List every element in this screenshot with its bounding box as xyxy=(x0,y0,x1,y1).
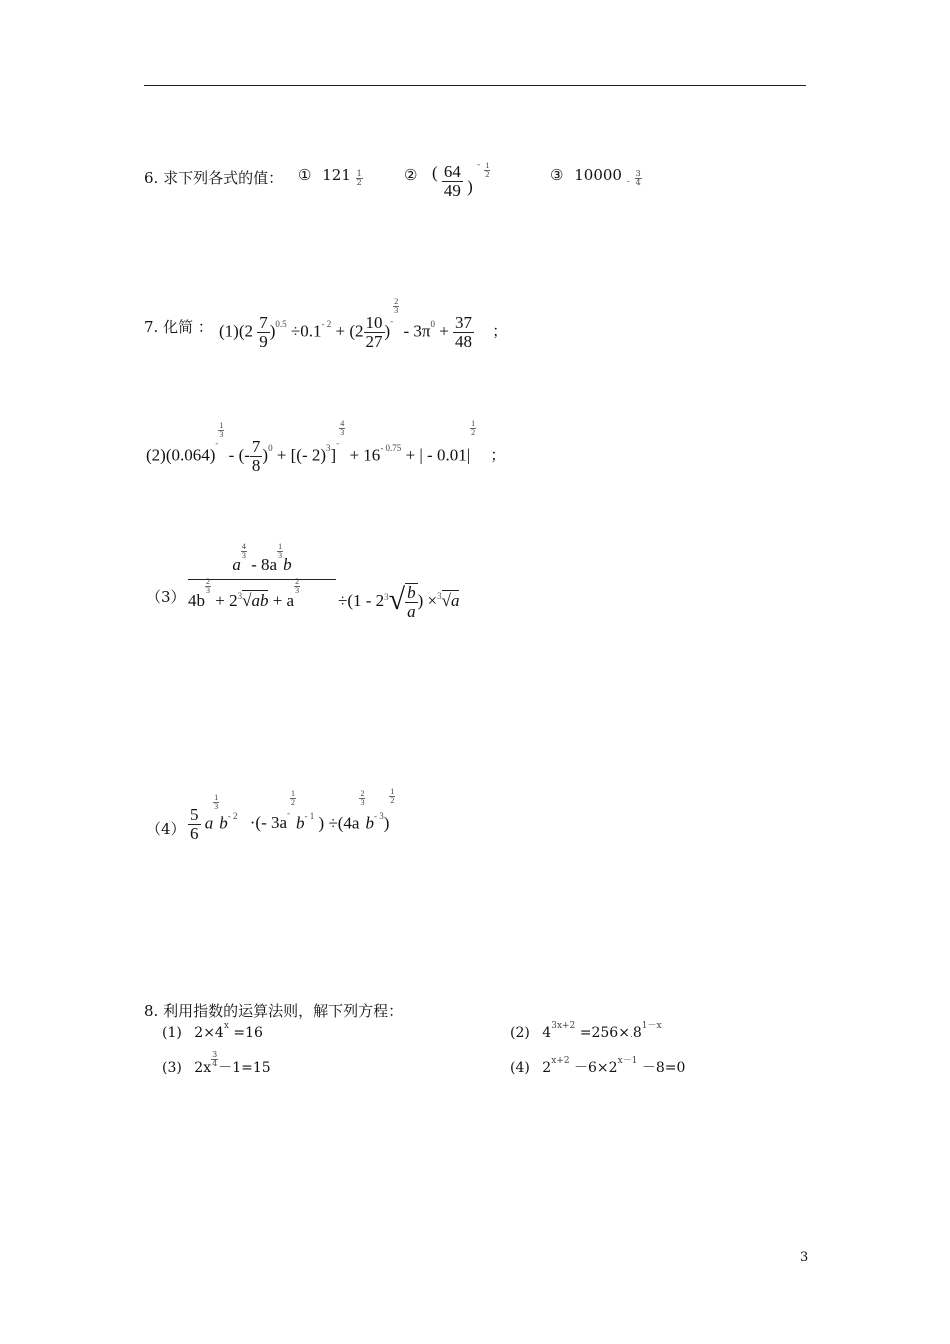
q7-p2-frac-b: $\frac{7}{8}$ xyxy=(251,437,261,475)
q8-eq4: (4) $2^{x+2} -6\times 2^{x-1} -8=0$ xyxy=(510,1056,686,1076)
q8-label: 8. 利用指数的运算法则，解下列方程： xyxy=(144,1002,404,1020)
q7-p1-frac-e: $\frac{37}{48}$ xyxy=(455,313,473,351)
q8-eq1: (1) $2\times 4^x =16$ xyxy=(162,1021,263,1041)
q6-item1 xyxy=(298,166,363,187)
q6-item3-base: 10000 xyxy=(574,166,622,184)
q7-part4-mark: （4） xyxy=(146,820,186,838)
q7-p4-frac: $\frac{5}{6}$ xyxy=(190,805,199,843)
q7-part3-mark: （3） xyxy=(146,588,186,606)
q6-label: 6. 求下列各式的值： xyxy=(144,169,284,187)
q7-part3-tail: $\div(1 - 2^3√$ $\frac{b}{a}$ ) ×$^3$√a xyxy=(338,582,460,621)
q7-p3-denominator: 4b $\frac{2}{3}$ + $2^3√ab + a$ $\frac{2}{3}$ xyxy=(188,577,300,610)
q7-part4: $\frac{5}{6}$ a $\frac{1}{3}$ $b^{- 2}$ ·(- 3a- $\frac{1}{2}$ $b^{- 1}$ ) ÷(4a $\frac{2}{3}$ $b^{- 3}$) $\frac{1}{2}$ xyxy=(190,787,395,843)
q6-item3-exp: $\frac{3}{4}$ xyxy=(635,169,641,187)
q8-eq3: (3) 2x $\frac{3}{4}$ －1=15 xyxy=(162,1050,271,1076)
q7-part3-main-fraction xyxy=(188,542,336,611)
q6-item1-exp: $\frac{1}{2}$ xyxy=(356,169,362,187)
q6-item2-mark: ② xyxy=(404,166,418,184)
q8-eq2: (2) $4^{3x+2} =256\times.8^{1-x}$ xyxy=(510,1021,662,1041)
header-rule xyxy=(144,85,806,86)
q7-p1-frac-c: $\frac{10}{27}$ xyxy=(365,313,383,351)
q7-p1-frac-a: $\frac{7}{9}$ xyxy=(259,313,268,351)
q6-item2-fraction: $\frac{64}{49}$ xyxy=(443,162,461,200)
q6-item3-mark: ③ xyxy=(550,166,564,184)
q6-item1-mark: ① xyxy=(298,166,312,184)
q6-item2-exp: $\frac{1}{2}$ xyxy=(485,161,490,179)
q7-label: 7. 化简 ： xyxy=(144,318,213,336)
page-number: 3 xyxy=(800,1250,809,1265)
q6-item2-expr: ( $\frac{64}{49}$ ) - $\frac{1}{2}$ xyxy=(432,159,490,200)
q6-item1-base: 121 xyxy=(322,166,351,184)
q6-item3: ③ 10000 $_-$ $\frac{3}{4}$ xyxy=(550,166,641,187)
q7-part1: (1)(2 $\frac{7}{9}$ )$^{0.5} \div 0.1^{- 2} + (2$ $\frac{10}{27}$ )- $\frac{2}{3}$ - $3\pi^0$ + $\frac{37}{48}$ ； xyxy=(219,297,508,351)
q7-p3-numerator: a $\frac{4}{3}$ - 8a $\frac{1}{3}$ b xyxy=(232,542,292,574)
q7-part2: (2)(0.064)- $\frac{1}{3}$ - (- $\frac{7}{8}$ )$^0$ + [(- 2)$^3$]- $\frac{4}{3}$ + $16^{- 0.75}$ + | - 0.01| $\frac{1}{2}$ ； xyxy=(146,419,506,475)
